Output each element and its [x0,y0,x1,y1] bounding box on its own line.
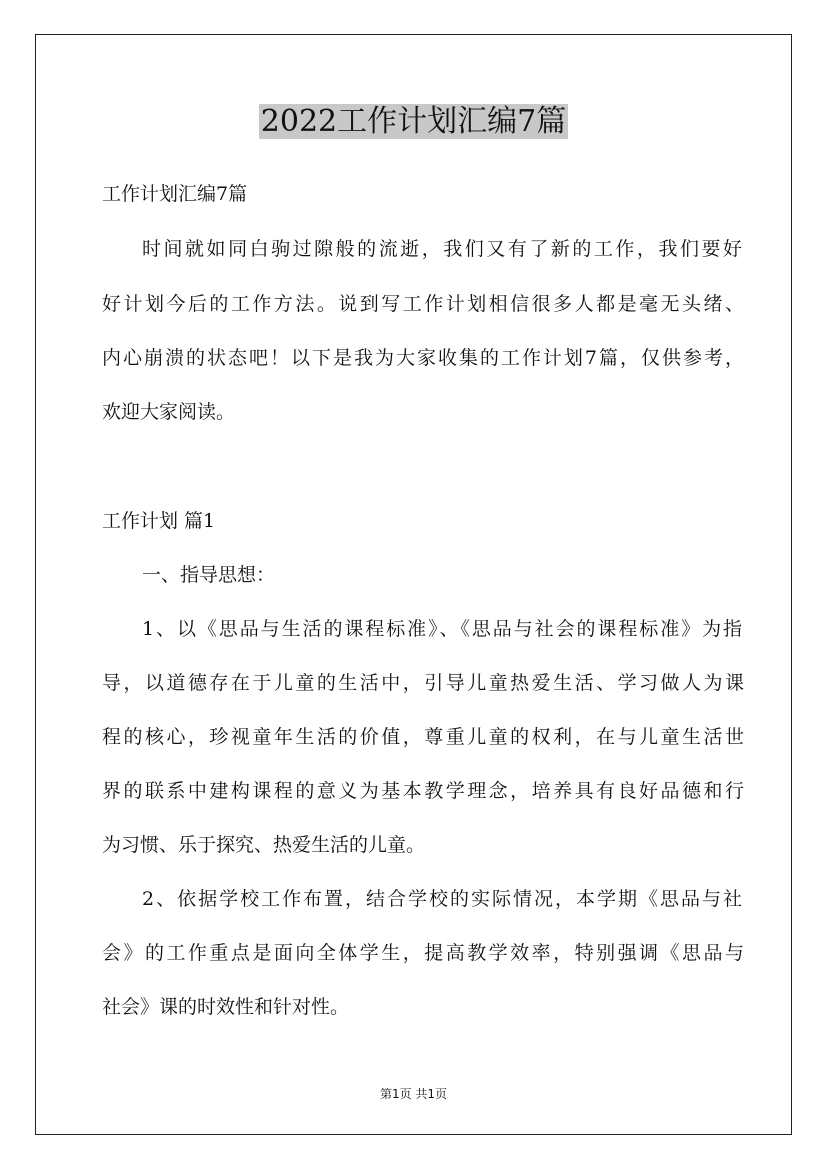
intro-line-2: 好计划今后的工作方法。说到写工作计划相信很多人都是毫无头绪、 [102,293,744,315]
item-1-line-3: 程的核心，珍视童年生活的价值，尊重儿童的权利，在与儿童生活世 [102,726,744,748]
item-2-line-2: 会》的工作重点是面向全体学生，提高教学效率，特别强调《思品与 [102,942,744,964]
item-1-line-2: 导，以道德存在于儿童的生活中，引导儿童热爱生活、学习做人为课 [102,672,744,694]
subtitle-line: 工作计划汇编7篇 [102,183,248,205]
guiding-ideology-heading: 一、指导思想： [142,564,276,586]
item-1-line-5: 为习惯、乐于探究、热爱生活的儿童。 [102,834,426,856]
section-heading: 工作计划 篇1 [102,510,216,532]
item-1-line-4: 界的联系中建构课程的意义为基本教学理念，培养具有良好品德和行 [102,780,744,802]
item-2-line-1: 2、依据学校工作布置，结合学校的实际情况，本学期《思品与社 [142,888,742,910]
item-2-line-3: 社会》课的时效性和针对性。 [102,996,350,1018]
item-1-line-1: 1、以《思品与生活的课程标准》、《思品与社会的课程标准》为指 [142,618,742,640]
intro-line-3: 内心崩溃的状态吧！以下是我为大家收集的工作计划7篇，仅供参考， [102,347,744,369]
intro-line-4: 欢迎大家阅读。 [102,401,236,423]
page-footer: 第1页 共1页 [379,1087,448,1101]
intro-line-1: 时间就如同白驹过隙般的流逝，我们又有了新的工作，我们要好 [142,238,742,260]
document-title: 2022工作计划汇编7篇 [260,104,567,139]
